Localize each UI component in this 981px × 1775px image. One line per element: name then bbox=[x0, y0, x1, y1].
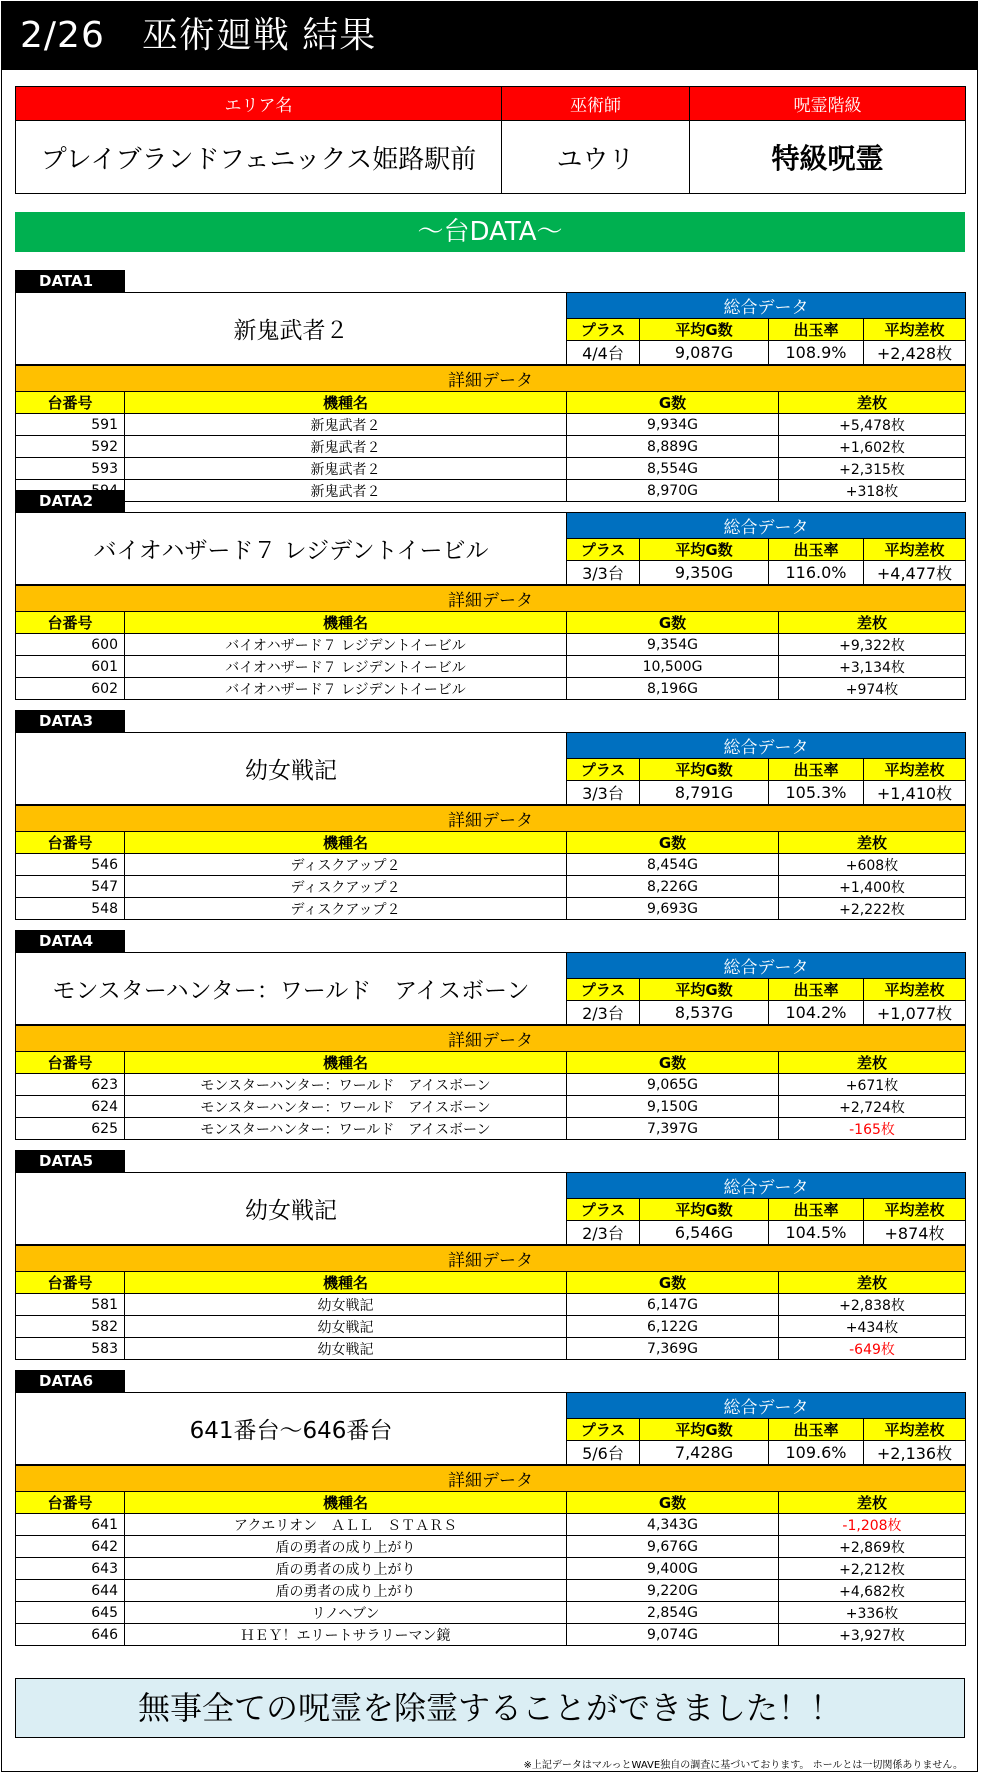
machine-number: 645 bbox=[16, 1602, 125, 1624]
section-label: DATA3 bbox=[15, 710, 125, 732]
summary-col-header: 平均G数 bbox=[640, 539, 769, 561]
detail-col-header: G数 bbox=[567, 612, 779, 634]
section-label: DATA1 bbox=[15, 270, 125, 292]
machine-name: ＨＥＹ！エリートサラリーマン鏡 bbox=[125, 1624, 567, 1646]
detail-table bbox=[15, 805, 966, 920]
game-count: 9,676G bbox=[567, 1536, 779, 1558]
medal-diff: +974枚 bbox=[779, 678, 966, 700]
summary-header: 総合データ bbox=[567, 513, 966, 539]
section-label: DATA4 bbox=[15, 930, 125, 952]
summary-value: 8,537G bbox=[640, 1001, 769, 1025]
summary-value: 8,791G bbox=[640, 781, 769, 805]
summary-value: 108.9% bbox=[769, 341, 864, 365]
summary-col-header: 出玉率 bbox=[769, 1419, 864, 1441]
table-row bbox=[16, 898, 966, 920]
table-row bbox=[16, 414, 966, 436]
machine-name: バイオハザード７ レジデントイービル bbox=[125, 634, 567, 656]
detail-header: 詳細データ bbox=[16, 1246, 966, 1272]
detail-col-header: 台番号 bbox=[16, 832, 125, 854]
machine-name: ディスクアップ２ bbox=[125, 898, 567, 920]
game-count: 6,122G bbox=[567, 1316, 779, 1338]
game-count: 7,369G bbox=[567, 1338, 779, 1360]
table-row bbox=[16, 1536, 966, 1558]
machine-name: 新鬼武者２ bbox=[125, 480, 567, 502]
machine-title: 幼女戦記 bbox=[16, 733, 567, 805]
machine-title: 新鬼武者２ bbox=[16, 293, 567, 365]
area-name-value: プレイブランドフェニックス姫路駅前 bbox=[16, 121, 502, 194]
summary-col-header: プラス bbox=[567, 1419, 640, 1441]
summary-col-header: 平均G数 bbox=[640, 1419, 769, 1441]
summary-col-header: 平均差枚 bbox=[864, 1419, 966, 1441]
summary-value: 5/6台 bbox=[567, 1441, 640, 1465]
summary-col-header: 平均G数 bbox=[640, 319, 769, 341]
data-section bbox=[15, 1150, 965, 1360]
table-row bbox=[16, 876, 966, 898]
detail-col-header: 差枚 bbox=[779, 1492, 966, 1514]
machine-number: 623 bbox=[16, 1074, 125, 1096]
footer-message: 無事全ての呪霊を除霊することができました！！ bbox=[15, 1678, 965, 1738]
detail-col-header: G数 bbox=[567, 1492, 779, 1514]
summary-value: +874枚 bbox=[864, 1221, 966, 1245]
game-count: 8,196G bbox=[567, 678, 779, 700]
detail-col-header: 差枚 bbox=[779, 832, 966, 854]
machine-name: モンスターハンター：ワールド アイスボーン bbox=[125, 1074, 567, 1096]
summary-table bbox=[15, 512, 966, 585]
game-count: 4,343G bbox=[567, 1514, 779, 1536]
machine-number: 625 bbox=[16, 1118, 125, 1140]
machine-name: 幼女戦記 bbox=[125, 1338, 567, 1360]
summary-col-header: 平均G数 bbox=[640, 979, 769, 1001]
table-row bbox=[16, 1118, 966, 1140]
machine-title: 幼女戦記 bbox=[16, 1173, 567, 1245]
machine-number: 646 bbox=[16, 1624, 125, 1646]
summary-col-header: 出玉率 bbox=[769, 539, 864, 561]
medal-diff: +4,682枚 bbox=[779, 1580, 966, 1602]
game-count: 8,226G bbox=[567, 876, 779, 898]
machine-name: 幼女戦記 bbox=[125, 1316, 567, 1338]
machine-name: 新鬼武者２ bbox=[125, 414, 567, 436]
detail-table bbox=[15, 1465, 966, 1646]
detail-col-header: 台番号 bbox=[16, 392, 125, 414]
data-section bbox=[15, 490, 965, 700]
detail-col-header: 台番号 bbox=[16, 1492, 125, 1514]
game-count: 9,693G bbox=[567, 898, 779, 920]
footer-note: ※上記データはマルっとWAVE独自の調査に基づいております。 ホールとは一切関係ありません。 bbox=[523, 1760, 963, 1771]
game-count: 9,150G bbox=[567, 1096, 779, 1118]
game-count: 9,354G bbox=[567, 634, 779, 656]
table-row bbox=[16, 678, 966, 700]
summary-col-header: プラス bbox=[567, 539, 640, 561]
detail-col-header: 機種名 bbox=[125, 392, 567, 414]
detail-header: 詳細データ bbox=[16, 1466, 966, 1492]
detail-col-header: 台番号 bbox=[16, 1272, 125, 1294]
game-count: 2,854G bbox=[567, 1602, 779, 1624]
summary-value: 116.0% bbox=[769, 561, 864, 585]
machine-number: 546 bbox=[16, 854, 125, 876]
summary-value: 109.6% bbox=[769, 1441, 864, 1465]
machine-number: 583 bbox=[16, 1338, 125, 1360]
summary-col-header: 出玉率 bbox=[769, 1199, 864, 1221]
summary-table bbox=[15, 292, 966, 365]
area-info-table bbox=[15, 86, 966, 194]
summary-value: 9,350G bbox=[640, 561, 769, 585]
detail-header: 詳細データ bbox=[16, 586, 966, 612]
medal-diff: +434枚 bbox=[779, 1316, 966, 1338]
machine-name: 盾の勇者の成り上がり bbox=[125, 1536, 567, 1558]
medal-diff: +3,134枚 bbox=[779, 656, 966, 678]
data-section bbox=[15, 710, 965, 920]
detail-col-header: 台番号 bbox=[16, 1052, 125, 1074]
machine-title: モンスターハンター：ワールド アイスボーン bbox=[16, 953, 567, 1025]
medal-diff: +2,212枚 bbox=[779, 1558, 966, 1580]
data-section bbox=[15, 930, 965, 1140]
jujutsushi-header: 巫術師 bbox=[502, 87, 690, 121]
medal-diff: +1,602枚 bbox=[779, 436, 966, 458]
table-row bbox=[16, 1580, 966, 1602]
machine-number: 644 bbox=[16, 1580, 125, 1602]
machine-name: 新鬼武者２ bbox=[125, 458, 567, 480]
summary-value: 104.5% bbox=[769, 1221, 864, 1245]
machine-title: 641番台～646番台 bbox=[16, 1393, 567, 1465]
summary-value: +1,410枚 bbox=[864, 781, 966, 805]
data-section bbox=[15, 1370, 965, 1646]
game-count: 9,400G bbox=[567, 1558, 779, 1580]
machine-name: ディスクアップ２ bbox=[125, 854, 567, 876]
medal-diff: +2,724枚 bbox=[779, 1096, 966, 1118]
summary-value: 2/3台 bbox=[567, 1221, 640, 1245]
page-title: 2/26 巫術廻戦 結果 bbox=[2, 2, 978, 70]
rank-header: 呪霊階級 bbox=[690, 87, 966, 121]
table-row bbox=[16, 436, 966, 458]
summary-table bbox=[15, 1392, 966, 1465]
machine-name: バイオハザード７ レジデントイービル bbox=[125, 656, 567, 678]
summary-col-header: 平均G数 bbox=[640, 1199, 769, 1221]
detail-col-header: 差枚 bbox=[779, 1052, 966, 1074]
summary-value: 7,428G bbox=[640, 1441, 769, 1465]
machine-number: 591 bbox=[16, 414, 125, 436]
detail-col-header: 機種名 bbox=[125, 1272, 567, 1294]
summary-value: 9,087G bbox=[640, 341, 769, 365]
summary-value: 4/4台 bbox=[567, 341, 640, 365]
machine-name: ディスクアップ２ bbox=[125, 876, 567, 898]
table-row bbox=[16, 1338, 966, 1360]
machine-number: 548 bbox=[16, 898, 125, 920]
detail-header: 詳細データ bbox=[16, 366, 966, 392]
summary-value: +4,477枚 bbox=[864, 561, 966, 585]
game-count: 9,220G bbox=[567, 1580, 779, 1602]
table-row bbox=[16, 1294, 966, 1316]
machine-number: 602 bbox=[16, 678, 125, 700]
summary-value: 3/3台 bbox=[567, 781, 640, 805]
medal-diff: +2,869枚 bbox=[779, 1536, 966, 1558]
detail-col-header: 機種名 bbox=[125, 1052, 567, 1074]
table-row bbox=[16, 1316, 966, 1338]
machine-number: 581 bbox=[16, 1294, 125, 1316]
summary-table bbox=[15, 952, 966, 1025]
summary-col-header: 平均差枚 bbox=[864, 319, 966, 341]
table-row bbox=[16, 656, 966, 678]
summary-value: +2,428枚 bbox=[864, 341, 966, 365]
detail-col-header: G数 bbox=[567, 832, 779, 854]
machine-number: 547 bbox=[16, 876, 125, 898]
machine-name: モンスターハンター：ワールド アイスボーン bbox=[125, 1096, 567, 1118]
detail-col-header: 機種名 bbox=[125, 612, 567, 634]
machine-number: 593 bbox=[16, 458, 125, 480]
machine-title: バイオハザード７ レジデントイービル bbox=[16, 513, 567, 585]
machine-name: 幼女戦記 bbox=[125, 1294, 567, 1316]
detail-col-header: 差枚 bbox=[779, 612, 966, 634]
detail-table bbox=[15, 1245, 966, 1360]
machine-name: アクエリオン ＡＬＬ ＳＴＡＲＳ bbox=[125, 1514, 567, 1536]
detail-table bbox=[15, 365, 966, 502]
medal-diff: +2,222枚 bbox=[779, 898, 966, 920]
machine-number: 643 bbox=[16, 1558, 125, 1580]
detail-col-header: 差枚 bbox=[779, 392, 966, 414]
game-count: 9,065G bbox=[567, 1074, 779, 1096]
game-count: 6,147G bbox=[567, 1294, 779, 1316]
section-label: DATA2 bbox=[15, 490, 125, 512]
machine-name: 盾の勇者の成り上がり bbox=[125, 1580, 567, 1602]
summary-col-header: 平均G数 bbox=[640, 759, 769, 781]
medal-diff: +318枚 bbox=[779, 480, 966, 502]
medal-diff: +2,315枚 bbox=[779, 458, 966, 480]
summary-col-header: 出玉率 bbox=[769, 979, 864, 1001]
summary-col-header: 出玉率 bbox=[769, 319, 864, 341]
detail-table bbox=[15, 585, 966, 700]
medal-diff: +5,478枚 bbox=[779, 414, 966, 436]
summary-table bbox=[15, 732, 966, 805]
detail-table bbox=[15, 1025, 966, 1140]
detail-col-header: 台番号 bbox=[16, 612, 125, 634]
table-row bbox=[16, 1602, 966, 1624]
summary-col-header: 平均差枚 bbox=[864, 979, 966, 1001]
medal-diff: -1,208枚 bbox=[779, 1514, 966, 1536]
summary-value: 3/3台 bbox=[567, 561, 640, 585]
data-banner: ～台DATA～ bbox=[15, 212, 965, 252]
summary-value: 105.3% bbox=[769, 781, 864, 805]
game-count: 8,889G bbox=[567, 436, 779, 458]
detail-header: 詳細データ bbox=[16, 1026, 966, 1052]
detail-col-header: G数 bbox=[567, 1272, 779, 1294]
detail-col-header: G数 bbox=[567, 392, 779, 414]
medal-diff: +1,400枚 bbox=[779, 876, 966, 898]
machine-name: モンスターハンター：ワールド アイスボーン bbox=[125, 1118, 567, 1140]
summary-table bbox=[15, 1172, 966, 1245]
rank-value: 特級呪霊 bbox=[690, 121, 966, 194]
machine-number: 601 bbox=[16, 656, 125, 678]
summary-col-header: 平均差枚 bbox=[864, 1199, 966, 1221]
summary-header: 総合データ bbox=[567, 1393, 966, 1419]
game-count: 8,554G bbox=[567, 458, 779, 480]
machine-number: 592 bbox=[16, 436, 125, 458]
machine-number: 582 bbox=[16, 1316, 125, 1338]
game-count: 8,454G bbox=[567, 854, 779, 876]
medal-diff: +608枚 bbox=[779, 854, 966, 876]
jujutsushi-value: ユウリ bbox=[502, 121, 690, 194]
medal-diff: +671枚 bbox=[779, 1074, 966, 1096]
detail-col-header: 機種名 bbox=[125, 832, 567, 854]
medal-diff: -649枚 bbox=[779, 1338, 966, 1360]
table-row bbox=[16, 1514, 966, 1536]
summary-value: 104.2% bbox=[769, 1001, 864, 1025]
data-section bbox=[15, 270, 965, 502]
detail-col-header: 差枚 bbox=[779, 1272, 966, 1294]
detail-header: 詳細データ bbox=[16, 806, 966, 832]
machine-name: 新鬼武者２ bbox=[125, 436, 567, 458]
medal-diff: +336枚 bbox=[779, 1602, 966, 1624]
summary-header: 総合データ bbox=[567, 733, 966, 759]
summary-col-header: プラス bbox=[567, 319, 640, 341]
table-row bbox=[16, 634, 966, 656]
summary-col-header: プラス bbox=[567, 1199, 640, 1221]
summary-header: 総合データ bbox=[567, 1173, 966, 1199]
medal-diff: +3,927枚 bbox=[779, 1624, 966, 1646]
game-count: 9,074G bbox=[567, 1624, 779, 1646]
game-count: 9,934G bbox=[567, 414, 779, 436]
detail-col-header: G数 bbox=[567, 1052, 779, 1074]
medal-diff: +2,838枚 bbox=[779, 1294, 966, 1316]
medal-diff: -165枚 bbox=[779, 1118, 966, 1140]
summary-col-header: 平均差枚 bbox=[864, 759, 966, 781]
summary-value: +2,136枚 bbox=[864, 1441, 966, 1465]
summary-header: 総合データ bbox=[567, 953, 966, 979]
summary-col-header: 平均差枚 bbox=[864, 539, 966, 561]
medal-diff: +9,322枚 bbox=[779, 634, 966, 656]
area-name-header: エリア名 bbox=[16, 87, 502, 121]
table-row bbox=[16, 1558, 966, 1580]
table-row bbox=[16, 1074, 966, 1096]
summary-col-header: 出玉率 bbox=[769, 759, 864, 781]
machine-number: 624 bbox=[16, 1096, 125, 1118]
table-row bbox=[16, 1096, 966, 1118]
machine-number: 641 bbox=[16, 1514, 125, 1536]
machine-name: 盾の勇者の成り上がり bbox=[125, 1558, 567, 1580]
table-row bbox=[16, 854, 966, 876]
summary-col-header: プラス bbox=[567, 979, 640, 1001]
summary-value: +1,077枚 bbox=[864, 1001, 966, 1025]
game-count: 7,397G bbox=[567, 1118, 779, 1140]
table-row bbox=[16, 1624, 966, 1646]
section-label: DATA5 bbox=[15, 1150, 125, 1172]
machine-name: バイオハザード７ レジデントイービル bbox=[125, 678, 567, 700]
machine-number: 600 bbox=[16, 634, 125, 656]
summary-col-header: プラス bbox=[567, 759, 640, 781]
summary-header: 総合データ bbox=[567, 293, 966, 319]
detail-col-header: 機種名 bbox=[125, 1492, 567, 1514]
summary-value: 2/3台 bbox=[567, 1001, 640, 1025]
summary-value: 6,546G bbox=[640, 1221, 769, 1245]
machine-number: 642 bbox=[16, 1536, 125, 1558]
game-count: 10,500G bbox=[567, 656, 779, 678]
machine-name: リノヘブン bbox=[125, 1602, 567, 1624]
game-count: 8,970G bbox=[567, 480, 779, 502]
section-label: DATA6 bbox=[15, 1370, 125, 1392]
table-row bbox=[16, 458, 966, 480]
